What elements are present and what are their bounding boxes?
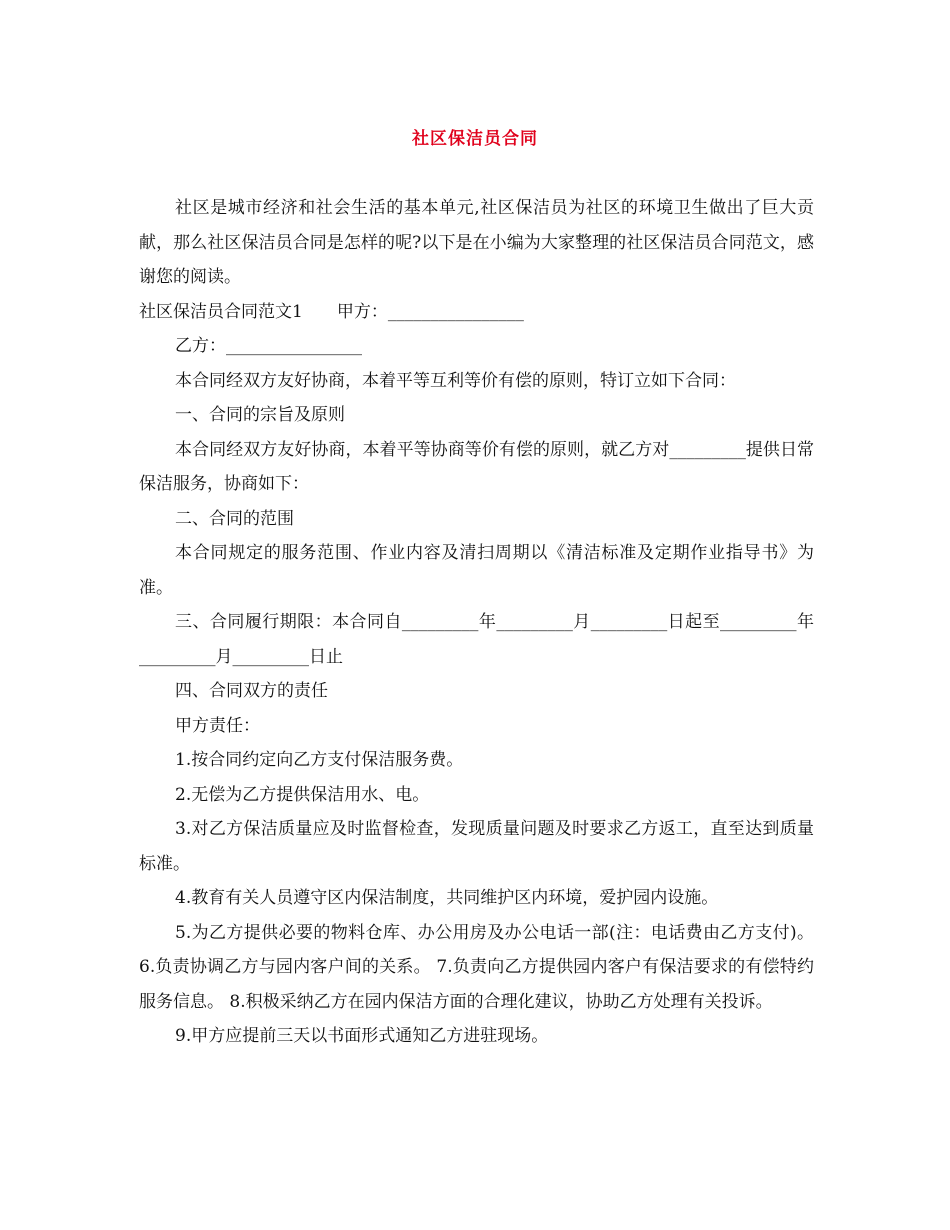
responsibility-items-5-8: 5.为乙方提供必要的物料仓库、办公用房及办公电话一部(注：电话费由乙方支付)。 6.负责协调乙方与园内客户间的关系。 7.负责向乙方提供园内客户有保洁要求的有偿特约服务信息。 8.积极采纳乙方在园内保洁方面的合理化建议，协助乙方处理有关投诉。 [139, 922, 820, 1012]
scope-paragraph: 本合同规定的服务范围、作业内容及清扫周期以《清洁标准及定期作业指导书》为准。 [139, 543, 814, 598]
section-heading-purpose: 一、合同的宗旨及原则 [175, 405, 345, 425]
document-body [139, 191, 820, 1054]
sample-heading-party-a: 社区保洁员合同范文1 甲方：________________ [139, 301, 524, 322]
party-a-responsibilities-heading: 甲方责任： [175, 715, 260, 736]
term-paragraph: 三、合同履行期限：本合同自_________年_________月_________日起至_________年_________月_________日止 [139, 612, 814, 667]
agreement-intro: 本合同经双方友好协商，本着平等互利等价有偿的原则，特订立如下合同： [175, 370, 736, 391]
purpose-paragraph: 本合同经双方友好协商，本着平等协商等价有偿的原则，就乙方对_________提供日常保洁服务，协商如下： [139, 439, 814, 494]
section-heading-responsibilities: 四、合同双方的责任 [175, 681, 328, 701]
responsibility-item-3: 3.对乙方保洁质量应及时监督检查，发现质量问题及时要求乙方返工，直至达到质量标准。 [139, 819, 814, 874]
party-b-line: 乙方：________________ [175, 336, 362, 356]
section-heading-scope: 二、合同的范围 [175, 508, 294, 529]
responsibility-item-1: 1.按合同约定向乙方支付保洁服务费。 [175, 750, 464, 770]
intro-paragraph: 社区是城市经济和社会生活的基本单元,社区保洁员为社区的环境卫生做出了巨大贡献，那么社区保洁员合同是怎样的呢?以下是在小编为大家整理的社区保洁员合同范文，感谢您的阅读。 [139, 198, 814, 287]
responsibility-item-4: 4.教育有关人员遵守区内保洁制度，共同维护区内环境，爱护园内设施。 [175, 888, 719, 908]
responsibility-item-9: 9.甲方应提前三天以书面形式通知乙方进驻现场。 [175, 1026, 549, 1046]
responsibility-item-2: 2.无偿为乙方提供保洁用水、电。 [175, 784, 430, 805]
document-title: 社区保洁员合同 [412, 129, 538, 149]
